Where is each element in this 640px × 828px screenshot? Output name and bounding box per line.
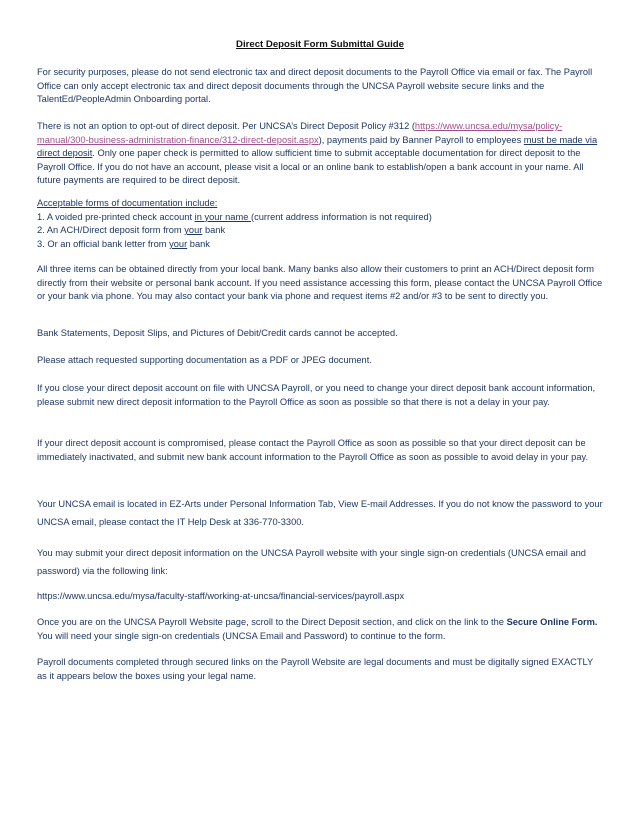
- policy-text-2: ), payments paid by Banner Payroll to employees: [318, 134, 524, 145]
- policy-text-3: . Only one paper check is permitted to allow sufficient time to submit acceptable documentation for direct deposit to the Payroll Office. If you do not have an account, please visit a local or an online bank to establish/open a bank account in your name. All future payments are required to be direct deposit.: [37, 148, 584, 186]
- item-3-suffix: bank: [187, 238, 210, 249]
- legal-paragraph: Payroll documents completed through secured links on the Payroll Website are legal documents and must be digitally signed EXACTLY as it appears below the boxes using your legal name.: [37, 657, 594, 681]
- secure-form-paragraph: [37, 616, 605, 643]
- item-2-text: 2. An ACH/Direct deposit form from: [37, 225, 185, 236]
- submit-paragraph: You may submit your direct deposit information on the UNCSA Payroll website with your single sign-on credentials (UNCSA email and password) via the following link:: [37, 548, 586, 576]
- payroll-url[interactable]: https://www.uncsa.edu/mysa/faculty-staff/working-at-uncsa/financial-services/payroll.aspx: [37, 591, 405, 601]
- account-change-paragraph: If you close your direct deposit account on file with UNCSA Payroll, or you need to change your direct deposit bank account information, please submit new direct deposit information to the Payroll Office as soon as possible so that there is not a delay in your pay.: [37, 383, 596, 407]
- security-paragraph: For security purposes, please do not send electronic tax and direct deposit documents to the Payroll Office via email or fax. The Payroll Office can only accept electronic tax and direct deposit documents through the UNCSA Payroll website secure links and the TalentEd/PeopleAdmin Onboarding portal.: [37, 67, 593, 105]
- secure-form-text-1: Once you are on the UNCSA Payroll Website page, scroll to the Direct Deposit section, and click on the link to the: [37, 617, 507, 627]
- email-paragraph: Your UNCSA email is located in EZ-Arts under Personal Information Tab, View E-mail Addresses. If you do not know the password to your UNCSA email, please contact the IT Help Desk at 336-770-3300.: [37, 499, 603, 527]
- item-2-suffix: bank: [202, 225, 226, 236]
- page-title: Direct Deposit Form Submittal Guide: [236, 39, 404, 50]
- policy-link[interactable]: https://www.uncsa.edu/mysa/policy-manual/300-business-administration-finance/312-direct-deposit.aspx: [37, 121, 563, 145]
- item-1-note: (current address information is not required): [250, 211, 432, 222]
- item-3-text: 3. Or an official bank letter from: [37, 238, 170, 249]
- policy-paragraph: [37, 120, 605, 188]
- documentation-item-2: [37, 224, 605, 238]
- documentation-item-3: [37, 238, 605, 252]
- compromised-paragraph: If your direct deposit account is compromised, please contact the Payroll Office as soon as possible so that your direct deposit can be immediately inactivated, and submit new bank account information to the Payroll Office as soon as possible to avoid delay in your pay.: [37, 438, 589, 462]
- policy-text-1: There is not an option to opt-out of direct deposit. Per UNCSA’s Direct Deposit Policy #312 (: [37, 121, 415, 131]
- not-accepted-paragraph: Bank Statements, Deposit Slips, and Pictures of Debit/Credit cards cannot be accepted.: [37, 328, 398, 338]
- item-1-emphasis: in your name: [194, 211, 251, 222]
- item-3-emphasis: your: [169, 238, 188, 249]
- item-2-emphasis: your: [184, 225, 203, 236]
- attachment-paragraph: Please attach requested supporting documentation as a PDF or JPEG document.: [37, 355, 372, 365]
- item-1-text: 1. A voided pre-printed check account: [37, 211, 195, 222]
- policy-emphasis: must be made via direct deposit: [37, 134, 598, 159]
- documentation-list: [37, 197, 605, 251]
- documentation-item-1: [37, 211, 605, 225]
- documentation-heading: Acceptable forms of documentation include:: [37, 198, 218, 208]
- bank-items-paragraph: All three items can be obtained directly from your local bank. Many banks also allow their customers to print an ACH/Direct deposit form directly from their website or personal bank account. If you need assistance accessing this form, please contact the UNCSA Payroll Office or your bank via phone. You may also contact your bank via phone and request items #2 and/or #3 to be sent to directly you.: [37, 264, 603, 302]
- secure-online-form-label: Secure Online Form.: [506, 617, 598, 627]
- secure-form-text-2: You will need your single sign-on credentials (UNCSA Email and Password) to continue to the form.: [37, 630, 446, 641]
